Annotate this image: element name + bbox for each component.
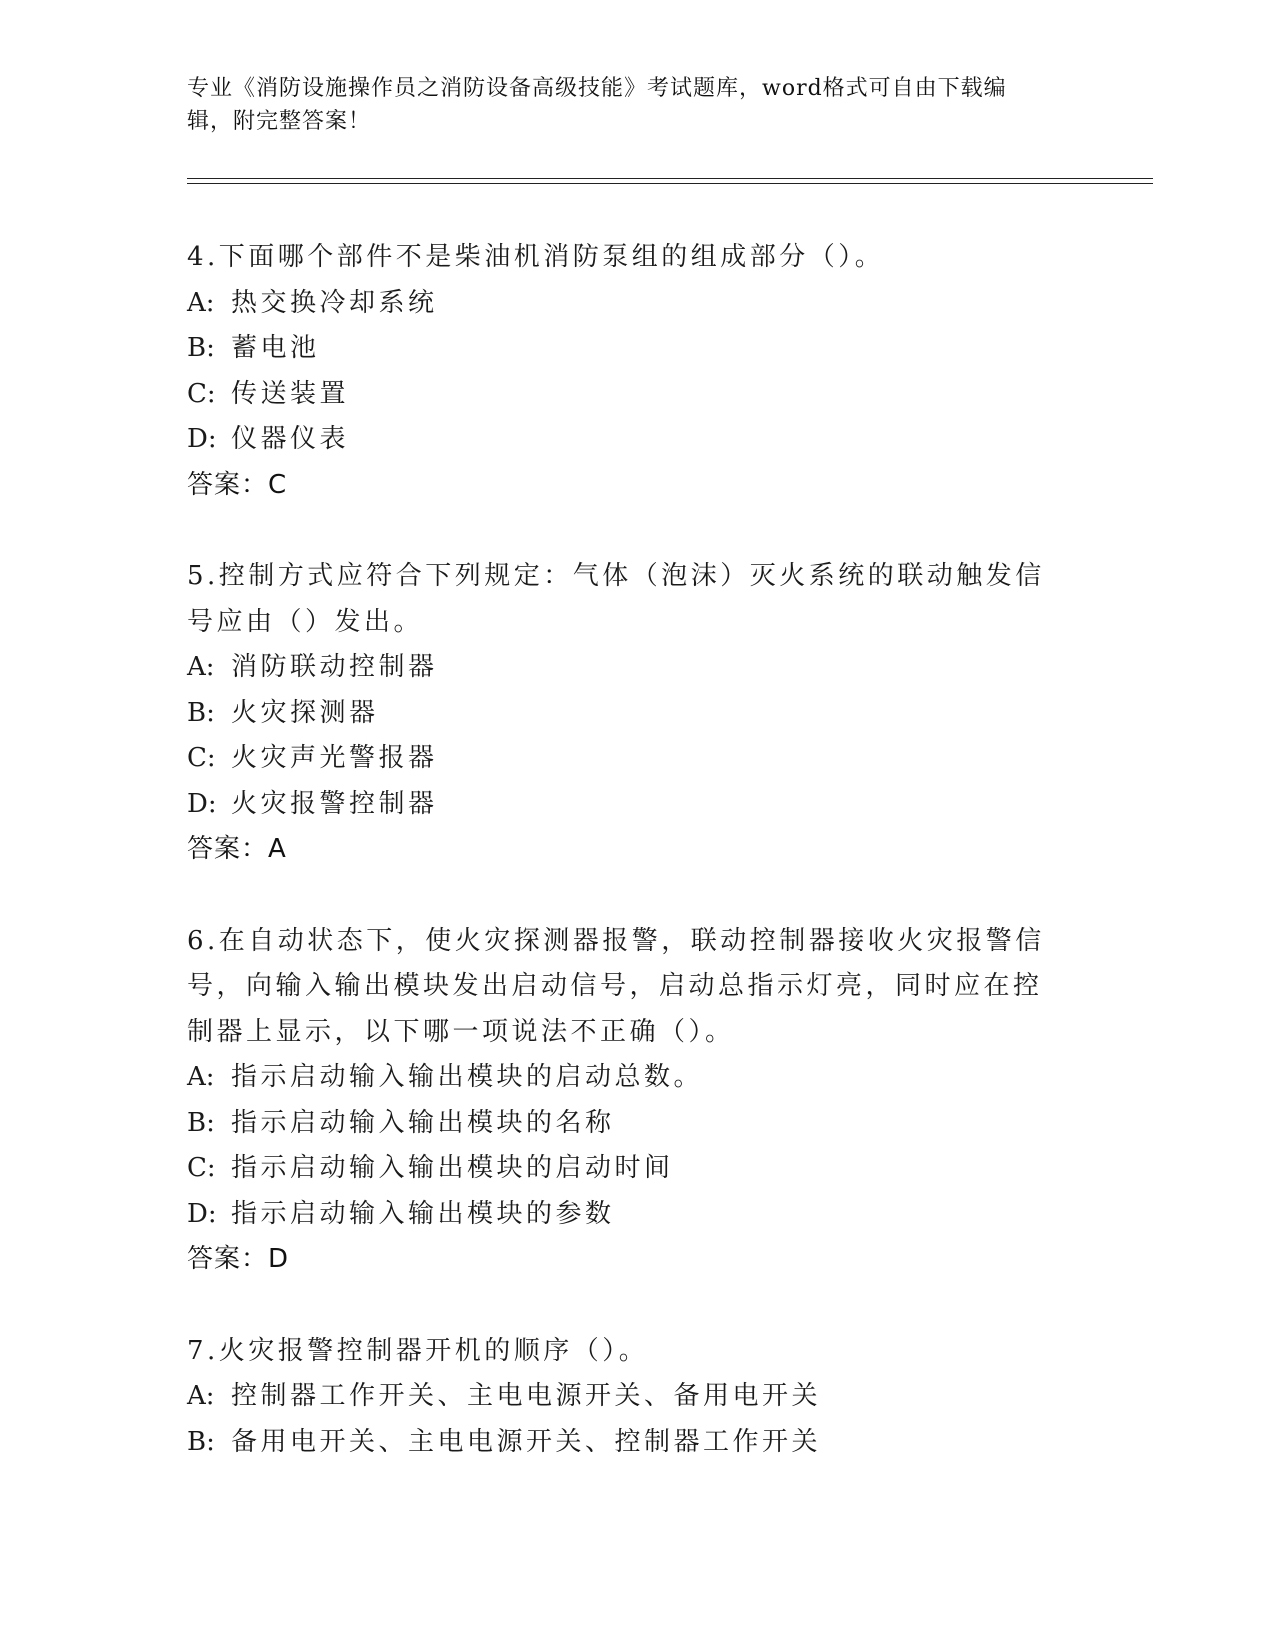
question-text: 7.火灾报警控制器开机的顺序（）。 — [187, 1335, 649, 1366]
option-key: A: — [187, 1062, 215, 1092]
header-line-1: 专业《消防设施操作员之消防设备高级技能》考试题库，word格式可自由下载编 — [187, 76, 1007, 101]
option-b — [187, 326, 1067, 372]
option-key: C: — [187, 1153, 216, 1183]
option-key: B: — [187, 1107, 215, 1138]
option-text: 指示启动输入输出模块的启动时间 — [231, 1153, 674, 1183]
option-text: 指示启动输入输出模块的启动总数。 — [231, 1062, 704, 1092]
option-key: D: — [187, 424, 217, 454]
option-d — [187, 1192, 1067, 1238]
option-a — [187, 281, 1067, 327]
option-key: C: — [187, 743, 216, 773]
option-text: 控制器工作开关、主电电源开关、备用电开关 — [231, 1381, 822, 1411]
option-a — [187, 1055, 1067, 1101]
answer: 答案：D — [187, 1244, 290, 1274]
option-text: 热交换冷却系统 — [231, 287, 438, 318]
question-7 — [187, 1329, 1067, 1466]
option-c — [187, 1146, 1067, 1192]
question-text: 4.下面哪个部件不是柴油机消防泵组的组成部分（）。 — [187, 242, 885, 272]
document-header — [187, 72, 1067, 138]
question-6 — [187, 919, 1067, 1283]
question-text: 6.在自动状态下，使火灾探测器报警，联动控制器接收火灾报警信号，向输入输出模块发出启动信号，启动总指示灯亮，同时应在控制器上显示，以下哪一项说法不正确（）。 — [187, 925, 1045, 1047]
option-text: 传送装置 — [231, 378, 350, 409]
header-line-2: 辑，附完整答案！ — [187, 109, 372, 134]
question-text: 5.控制方式应符合下列规定：气体（泡沫）灭火系统的联动触发信号应由（）发出。 — [187, 561, 1045, 637]
answer: 答案：A — [187, 834, 287, 864]
option-text: 火灾探测器 — [231, 697, 379, 728]
option-a — [187, 1374, 1067, 1420]
option-key: D: — [187, 1198, 217, 1229]
option-a — [187, 645, 1067, 691]
option-b — [187, 1420, 1067, 1466]
option-key: B: — [187, 333, 215, 363]
option-text: 火灾报警控制器 — [231, 788, 438, 819]
option-key: A: — [187, 1381, 215, 1411]
option-d — [187, 782, 1067, 828]
question-4 — [187, 235, 1067, 508]
option-text: 指示启动输入输出模块的参数 — [231, 1198, 615, 1229]
option-d — [187, 417, 1067, 463]
option-text: 指示启动输入输出模块的名称 — [231, 1107, 615, 1138]
option-key: B: — [187, 1426, 215, 1457]
header-divider-top — [187, 178, 1153, 179]
answer: 答案：C — [187, 469, 288, 500]
option-text: 消防联动控制器 — [231, 652, 438, 682]
option-text: 备用电开关、主电电源开关、控制器工作开关 — [231, 1426, 822, 1457]
option-c — [187, 372, 1067, 418]
option-key: C: — [187, 378, 216, 409]
option-key: A: — [187, 287, 215, 318]
option-key: B: — [187, 697, 215, 728]
option-key: D: — [187, 788, 217, 819]
question-5 — [187, 554, 1067, 873]
option-text: 仪器仪表 — [231, 424, 350, 454]
option-key: A: — [187, 652, 215, 682]
question-list — [187, 235, 1067, 1511]
option-text: 蓄电池 — [231, 333, 320, 363]
header-divider-bottom — [187, 183, 1153, 184]
option-c — [187, 736, 1067, 782]
option-text: 火灾声光警报器 — [231, 743, 438, 773]
option-b — [187, 1101, 1067, 1147]
option-b — [187, 691, 1067, 737]
